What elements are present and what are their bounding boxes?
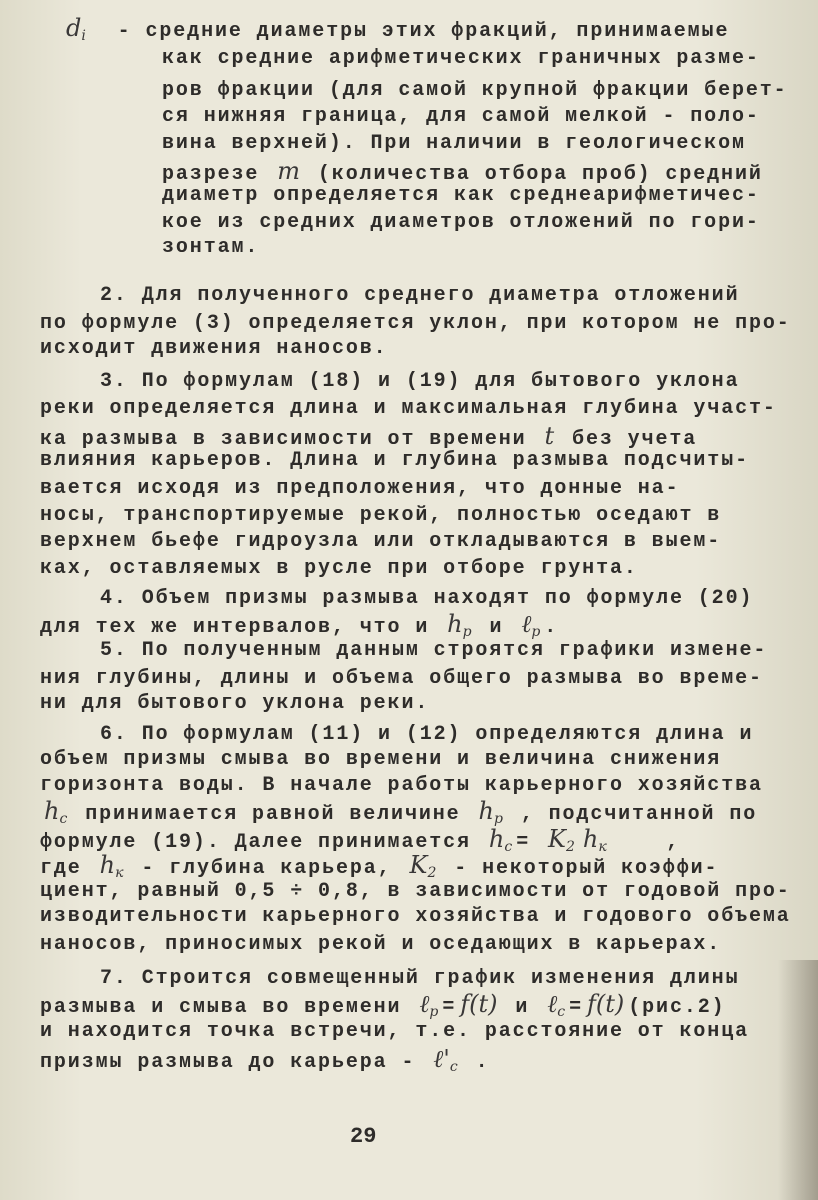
text-line bbox=[40, 479, 680, 499]
text-segment: влияния карьеров. Длина и глубина размыва подсчиты- bbox=[40, 449, 749, 472]
text-segment: размыва и смыва во времени bbox=[40, 996, 416, 1019]
text-segment: вается исходя из предположения, что донные на- bbox=[40, 477, 680, 500]
text-segment: ках, оставляемых в русле при отборе грунта. bbox=[40, 557, 638, 580]
math-subscript: c bbox=[504, 839, 513, 855]
text-segment: ров фракции (для самой крупной фракции берет- bbox=[162, 79, 788, 102]
text-segment: 5. По полученным данным строятся графики измене- bbox=[100, 639, 768, 662]
math-subscript: 2 bbox=[427, 865, 437, 881]
text-line bbox=[100, 969, 740, 989]
math-subscript: c bbox=[449, 1059, 458, 1075]
text-segment: (количества отбора проб) средний bbox=[303, 163, 763, 186]
math-base: h bbox=[99, 851, 116, 879]
text-segment: ни для бытового уклона реки. bbox=[40, 692, 430, 715]
text-line bbox=[40, 851, 719, 881]
math-subscript: к bbox=[115, 865, 124, 881]
text-line bbox=[162, 49, 760, 69]
text-segment: по формуле (3) определяется уклон, при котором не про- bbox=[40, 312, 791, 335]
text-segment: верхнем бьефе гидроузла или откладываются в выем- bbox=[40, 530, 722, 553]
text-segment: . bbox=[461, 1051, 490, 1074]
text-segment: - некоторый коэффи- bbox=[440, 857, 719, 880]
text-line bbox=[100, 641, 767, 661]
text-segment: без учета bbox=[558, 428, 698, 451]
text-segment: носы, транспортируемые рекой, полностью оседают в bbox=[40, 504, 722, 527]
math-symbol bbox=[543, 990, 569, 1018]
text-segment: исходит движения наносов. bbox=[40, 337, 388, 360]
text-line bbox=[162, 107, 760, 127]
text-line bbox=[40, 882, 791, 902]
math-symbol bbox=[579, 825, 611, 853]
text-line bbox=[162, 213, 760, 233]
text-segment: призмы размыва до карьера - bbox=[40, 1051, 430, 1074]
math-base: f(t) bbox=[460, 990, 498, 1018]
text-line bbox=[162, 238, 259, 258]
math-symbol bbox=[62, 14, 90, 42]
math-symbol bbox=[540, 422, 558, 450]
text-line bbox=[40, 669, 763, 689]
text-segment: изводительности карьерного хозяйства и годового объема bbox=[40, 905, 791, 928]
text-line bbox=[40, 750, 721, 770]
math-symbol bbox=[40, 797, 71, 825]
text-segment: , подсчитанной по bbox=[506, 803, 758, 826]
text-segment: принимается равной величине bbox=[71, 803, 475, 826]
text-segment: циент, равный 0,5 ÷ 0,8, в зависимости от годовой про- bbox=[40, 880, 791, 903]
text-segment: горизонта воды. В начале работы карьерного хозяйства bbox=[40, 774, 763, 797]
text-line bbox=[162, 134, 746, 154]
text-segment: - средние диаметры этих фракций, принимаемые bbox=[89, 20, 730, 43]
text-segment: и bbox=[501, 996, 544, 1019]
text-segment: 2. Для полученного среднего диаметра отложений bbox=[100, 284, 740, 307]
text-segment: кое из средних диаметров отложений по гори- bbox=[162, 211, 760, 234]
text-segment: - глубина карьера, bbox=[127, 857, 406, 880]
math-base: h bbox=[478, 797, 494, 825]
text-segment: (рис.2) bbox=[628, 996, 726, 1019]
math-base: h bbox=[44, 797, 60, 825]
text-line bbox=[40, 1022, 749, 1042]
math-subscript: p bbox=[462, 624, 472, 640]
text-line bbox=[100, 589, 753, 609]
math-subscript: к bbox=[598, 839, 607, 855]
math-symbol bbox=[429, 1045, 461, 1073]
text-line bbox=[40, 339, 388, 359]
text-segment: формуле (19). Далее принимается bbox=[40, 831, 485, 854]
math-base: m bbox=[277, 157, 300, 185]
text-segment: реки определяется длина и максимальная глубина участ- bbox=[40, 397, 777, 420]
math-base: d bbox=[66, 14, 82, 42]
text-line bbox=[40, 451, 749, 471]
math-subscript: p bbox=[531, 624, 541, 640]
math-base: ℓ bbox=[521, 610, 532, 638]
math-base: t bbox=[544, 422, 555, 450]
text-line bbox=[100, 725, 753, 745]
math-symbol bbox=[443, 610, 475, 638]
text-segment: , bbox=[610, 831, 681, 854]
text-segment: зонтам. bbox=[162, 236, 260, 259]
text-line bbox=[162, 186, 760, 206]
page-number: 29 bbox=[350, 1124, 377, 1149]
math-symbol bbox=[474, 797, 506, 825]
text-segment: 3. По формулам (18) и (19) для бытового уклона bbox=[100, 370, 740, 393]
math-symbol bbox=[544, 825, 579, 853]
text-segment: ка размыва в зависимости от времени bbox=[40, 428, 541, 451]
text-line bbox=[40, 506, 721, 526]
text-line bbox=[40, 935, 721, 955]
math-subscript: i bbox=[81, 28, 86, 44]
math-base: f(t) bbox=[586, 990, 625, 1018]
math-subscript: p bbox=[429, 1004, 439, 1020]
text-line bbox=[62, 14, 730, 44]
math-subscript: p bbox=[493, 811, 503, 827]
text-segment: вина верхней). При наличии в геологическом bbox=[162, 132, 746, 155]
text-line bbox=[162, 81, 788, 101]
text-segment: = bbox=[569, 996, 583, 1019]
text-segment: как средние арифметических граничных разме- bbox=[162, 47, 760, 70]
math-symbol bbox=[415, 990, 442, 1018]
math-base: h bbox=[447, 610, 463, 638]
text-segment: разрезе bbox=[162, 163, 274, 186]
text-line bbox=[40, 907, 791, 927]
text-line bbox=[40, 532, 721, 552]
math-base: h bbox=[488, 825, 505, 853]
text-line bbox=[100, 286, 740, 306]
math-symbol bbox=[96, 851, 128, 879]
text-segment: для тех же интервалов, что и bbox=[40, 616, 444, 639]
text-line bbox=[40, 797, 758, 827]
math-symbol bbox=[456, 990, 501, 1018]
text-segment: ся нижняя граница, для самой мелкой - поло- bbox=[162, 105, 760, 128]
text-segment: 7. Строится совмещенный график изменения длины bbox=[100, 967, 740, 990]
text-line bbox=[40, 694, 429, 714]
math-subscript: c bbox=[557, 1004, 566, 1020]
math-symbol bbox=[517, 610, 544, 638]
text-segment: и находится точка встречи, т.е. расстояние от конца bbox=[40, 1020, 749, 1043]
text-segment: наносов, приносимых рекой и оседающих в карьерах. bbox=[40, 933, 722, 956]
text-line bbox=[162, 157, 763, 186]
text-segment: где bbox=[40, 857, 96, 880]
text-line bbox=[40, 990, 726, 1020]
text-line bbox=[40, 559, 638, 579]
text-segment: 6. По формулам (11) и (12) определяются длина и bbox=[100, 723, 754, 746]
text-segment: 4. Объем призмы размыва находят по формуле (20) bbox=[100, 587, 754, 610]
math-symbol bbox=[273, 157, 304, 185]
text-line bbox=[40, 314, 791, 334]
page-shadow bbox=[778, 960, 818, 1200]
math-symbol bbox=[485, 825, 516, 853]
text-line bbox=[40, 776, 763, 796]
math-base: ℓ bbox=[419, 990, 430, 1018]
math-subscript: c bbox=[59, 811, 68, 827]
text-segment: ния глубины, длины и объема общего размыва во време- bbox=[40, 667, 763, 690]
text-line bbox=[40, 399, 777, 419]
text-segment: и bbox=[475, 616, 518, 639]
math-symbol bbox=[406, 851, 441, 879]
text-segment: = bbox=[516, 831, 544, 854]
text-segment: . bbox=[544, 616, 559, 639]
text-segment: диаметр определяется как среднеарифметичес- bbox=[162, 184, 760, 207]
math-symbol bbox=[583, 990, 628, 1018]
math-base: K bbox=[409, 851, 428, 879]
text-line bbox=[40, 610, 559, 640]
math-base: ℓ' bbox=[433, 1045, 450, 1073]
text-segment: объем призмы смыва во времени и величина снижения bbox=[40, 748, 722, 771]
text-line bbox=[100, 372, 740, 392]
text-line bbox=[40, 825, 681, 855]
math-base: K bbox=[548, 825, 566, 853]
text-segment: = bbox=[442, 996, 457, 1019]
math-base: h bbox=[582, 825, 599, 853]
math-base: ℓ bbox=[547, 990, 558, 1018]
math-subscript: 2 bbox=[565, 839, 575, 855]
text-line bbox=[40, 422, 698, 451]
text-line bbox=[40, 1045, 490, 1075]
